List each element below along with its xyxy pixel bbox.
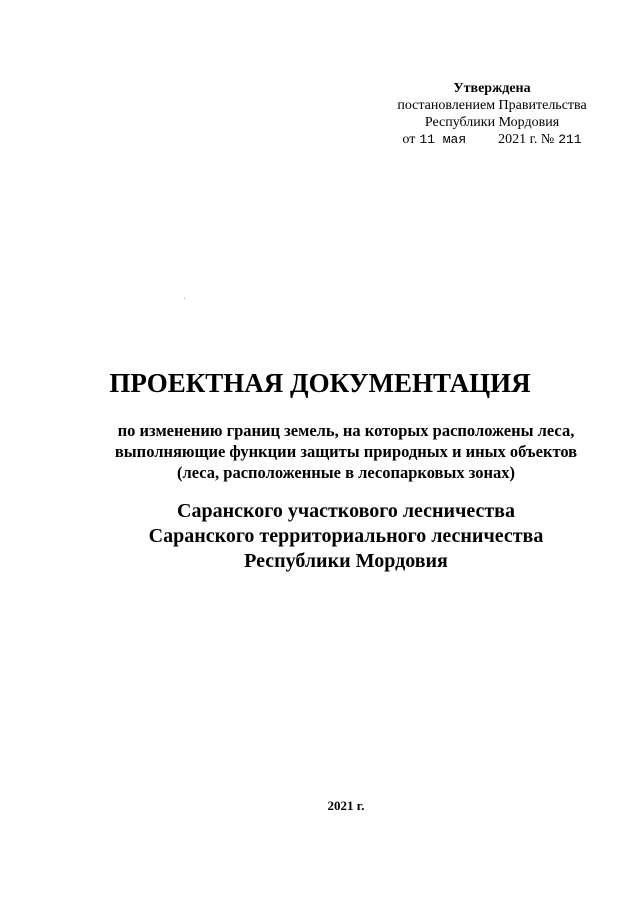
approval-date-prefix: от xyxy=(402,132,416,147)
approval-year-suffix: 2021 г. № xyxy=(498,132,555,147)
forestry-line: Саранского территориального лесничества xyxy=(148,525,544,547)
approval-day-month: 11 мая xyxy=(419,132,467,147)
scan-speck xyxy=(184,298,185,299)
approval-line-2: Республики Мордовия xyxy=(424,115,560,130)
approval-date-line xyxy=(380,131,604,148)
approval-line-1: постановлением Правительства xyxy=(397,98,587,113)
document-title: ПРОЕКТНАЯ ДОКУМЕНТАЦИЯ xyxy=(109,368,531,398)
subtitle-line: по изменению границ земель, на которых расположены леса, xyxy=(117,421,575,440)
forestry-name xyxy=(0,499,640,574)
subtitle-line: выполняющие функции защиты природных и иных объектов xyxy=(114,442,578,461)
approval-stamp xyxy=(380,80,604,148)
approval-heading: Утверждена xyxy=(453,81,531,96)
approval-number: 211 xyxy=(558,132,582,147)
document-subtitle xyxy=(0,420,640,483)
document-year: 2021 г. xyxy=(327,798,365,813)
subtitle-line: (леса, расположенные в лесопарковых зонах) xyxy=(176,463,515,482)
forestry-line: Республики Мордовия xyxy=(244,550,448,572)
forestry-line: Саранского участкового лесничества xyxy=(177,500,515,522)
